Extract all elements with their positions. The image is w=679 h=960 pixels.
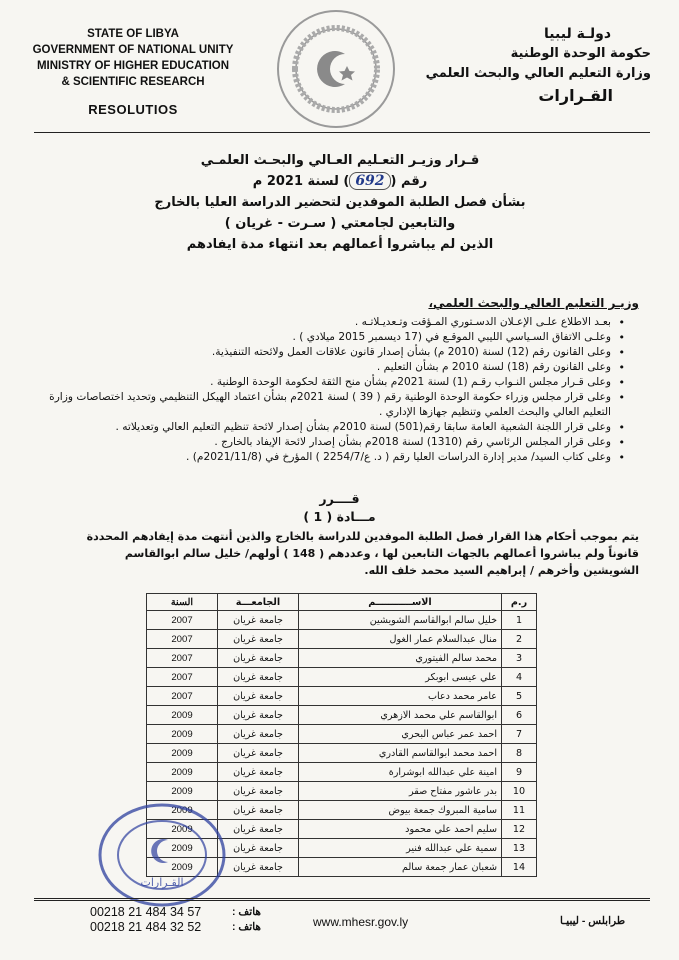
list-item: • وعلى قـرار مجلس النـواب رقـم (1) لسنة 2021م بشأن منح الثقة لحكومة الوحدة الوطنية . xyxy=(40,375,625,390)
university: جامعة غريان xyxy=(218,630,299,649)
university: جامعة غريان xyxy=(218,782,299,801)
table-row xyxy=(147,744,537,763)
row-number: 10 xyxy=(502,782,537,801)
ministry-seal-icon xyxy=(275,8,397,130)
footer-phones xyxy=(90,905,201,935)
university: جامعة غريان xyxy=(218,763,299,782)
row-number: 7 xyxy=(502,725,537,744)
header-ar-ministry: وزارة التعليم العالي والبحث العلمي xyxy=(425,66,651,81)
phone-label: هاتف : xyxy=(232,921,261,933)
decision-word: قــــرر xyxy=(319,491,360,506)
list-item: • بعـد الاطلاع علـى الإعـلان الدسـتوري المـؤقت وتـعديـلاتـه . xyxy=(40,315,625,330)
university: جامعة غريان xyxy=(218,801,299,820)
row-number: 8 xyxy=(502,744,537,763)
row-number: 3 xyxy=(502,649,537,668)
header-ar-resolutions: القـرارات xyxy=(538,86,613,105)
university: جامعة غريان xyxy=(218,858,299,877)
student-name: سمية علي عبدالله فنير xyxy=(299,839,502,858)
phone-number: 00218 21 484 34 57 xyxy=(90,905,202,919)
row-number: 11 xyxy=(502,801,537,820)
student-name: خليل سالم ابوالقاسم الشويشين xyxy=(299,611,502,630)
title-number-suffix: ) لسنة 2021 م xyxy=(252,174,350,189)
student-name: امينة علي عبدالله ابوشرارة xyxy=(299,763,502,782)
student-name: عامر محمد دعاب xyxy=(299,687,502,706)
year: 2009 xyxy=(147,725,218,744)
row-number: 12 xyxy=(502,820,537,839)
university: جامعة غريان xyxy=(218,725,299,744)
university: جامعة غريان xyxy=(218,706,299,725)
header-en-line: STATE OF LIBYA xyxy=(87,28,179,40)
list-item: • وعلى قرار المجلس الرئاسي رقم (1310) لسنة 2018م بشأن إصدار لائحة الإيفاد بالخارج . xyxy=(40,435,625,450)
table-row xyxy=(147,630,537,649)
resolution-title xyxy=(60,150,620,255)
table-header-row xyxy=(147,594,537,611)
university: جامعة غريان xyxy=(218,687,299,706)
title-line: والتابعين لجامعتي ( سـرت - غريان ) xyxy=(224,216,456,231)
title-number-prefix: رقم ( xyxy=(390,174,428,189)
year: 2007 xyxy=(147,630,218,649)
list-item: • وعلى قرار اللجنة الشعبية العامة سابقا رقم(501) لسنة 2010م بشأن إصدار لائحة تنظيم التعليم العالي وتعديلاته . xyxy=(40,420,625,435)
year: 2009 xyxy=(147,801,218,820)
phone-number: 00218 21 484 32 52 xyxy=(90,920,202,934)
student-name: سامية المبروك جمعة بيوض xyxy=(299,801,502,820)
university: جامعة غريان xyxy=(218,839,299,858)
student-name: شعبان عمار جمعة سالم xyxy=(299,858,502,877)
column-header: ر.م xyxy=(502,594,537,611)
year: 2009 xyxy=(147,706,218,725)
list-item: • وعلـى الاتفاق السـياسي الليبي الموقـع في (17 ديسمبر 2015 ميلادي ) . xyxy=(40,330,625,345)
title-line: قـرار وزيـر التعـليم العـالي والبحـث العلمـي xyxy=(200,153,480,168)
table-row xyxy=(147,725,537,744)
year: 2009 xyxy=(147,782,218,801)
english-header xyxy=(28,26,238,118)
year: 2009 xyxy=(147,763,218,782)
row-number: 1 xyxy=(502,611,537,630)
header-ar-state: دولـة ليبيا xyxy=(544,26,611,42)
phone-label: هاتف : xyxy=(232,906,261,918)
footer-city: طرابلس - ليبيـا xyxy=(560,915,626,927)
year: 2007 xyxy=(147,687,218,706)
list-item: • وعلى القانون رقم (18) لسنة 2010 م بشأن التعليم . xyxy=(40,360,625,375)
student-name: احمد عمر عباس البحري xyxy=(299,725,502,744)
row-number: 4 xyxy=(502,668,537,687)
title-number-line xyxy=(60,171,620,192)
footer-divider xyxy=(34,898,650,901)
header-en-line: & SCIENTIFIC RESEARCH xyxy=(61,76,205,88)
university: جامعة غريان xyxy=(218,649,299,668)
table-row xyxy=(147,763,537,782)
student-name: ابوالقاسم علي محمد الازهري xyxy=(299,706,502,725)
blue-stamp-icon xyxy=(96,800,228,910)
student-name: علي عيسى ابوبكر xyxy=(299,668,502,687)
list-item: • وعلى القانون رقم (12) لسنة (2010 م) بشأن إصدار قانون علاقات العمل ولائحته التنفيذية. xyxy=(40,345,625,360)
preamble-list xyxy=(40,315,639,465)
article-number: مـــادة ( 1 ) xyxy=(303,509,376,524)
stamp-text: القـرارات xyxy=(140,876,184,889)
list-item: • وعلى كتاب السيد/ مدير إدارة الدراسات العليا رقم ( د. ع/2254/7 ) المؤرخ في (2021/11/8م) . xyxy=(40,450,625,465)
preamble xyxy=(40,296,639,465)
title-line: الذين لم يباشروا أعمالهم بعد انتهاء مدة ايفادهم xyxy=(186,237,494,252)
university: جامعة غريان xyxy=(218,820,299,839)
header-en-resolutions: RESOLUTIOS xyxy=(88,102,178,117)
year: 2009 xyxy=(147,744,218,763)
year: 2009 xyxy=(147,820,218,839)
row-number: 2 xyxy=(502,630,537,649)
student-name: منال عبدالسلام عمار الغول xyxy=(299,630,502,649)
year: 2009 xyxy=(147,839,218,858)
header-divider xyxy=(34,132,650,133)
student-name: سليم احمد علي محمود xyxy=(299,820,502,839)
handwritten-number: 692 xyxy=(349,172,390,190)
row-number: 6 xyxy=(502,706,537,725)
table-row xyxy=(147,649,537,668)
column-header: الاســـــــــــم xyxy=(299,594,502,611)
header-en-line: GOVERNMENT OF NATIONAL UNITY xyxy=(32,44,234,56)
table-row xyxy=(147,687,537,706)
table-row xyxy=(147,668,537,687)
table-row xyxy=(147,706,537,725)
year: 2007 xyxy=(147,611,218,630)
list-item: • وعلى قرار مجلس وزراء حكومة الوحدة الوطنية رقم ( 39 ) لسنة 2021م بشأن اعتماد الهيكل التنظيمي وتحديد اختصاصات وزارة التعليم العالي والبحث العلمي وتنظيم جهازها الإداري . xyxy=(40,390,625,420)
column-header: السنة xyxy=(147,594,218,611)
university: جامعة غريان xyxy=(218,611,299,630)
university: جامعة غريان xyxy=(218,744,299,763)
student-name: احمد محمد ابوالقاسم القادري xyxy=(299,744,502,763)
footer-phone-labels xyxy=(232,905,261,935)
column-header: الجامعـــة xyxy=(218,594,299,611)
year: 2007 xyxy=(147,668,218,687)
decision-heading xyxy=(0,490,679,526)
table-row xyxy=(147,782,537,801)
arabic-header xyxy=(421,24,651,106)
preamble-heading: وزيـر التعليم العالي والبحث العلمي، xyxy=(428,296,639,310)
university: جامعة غريان xyxy=(218,668,299,687)
year: 2009 xyxy=(147,858,218,877)
student-name: محمد سالم الفيتوري xyxy=(299,649,502,668)
header-ar-government: حكومة الوحدة الوطنية xyxy=(510,46,651,61)
header-en-line: MINISTRY OF HIGHER EDUCATION xyxy=(36,60,230,72)
year: 2007 xyxy=(147,649,218,668)
table-row xyxy=(147,611,537,630)
row-number: 14 xyxy=(502,858,537,877)
title-line: بشأن فصل الطلبة الموفدين لتحضير الدراسة العليا بالخارج xyxy=(154,195,526,210)
student-name: بدر عاشور مفتاح صقر xyxy=(299,782,502,801)
website-link[interactable]: www.mhesr.gov.ly xyxy=(313,915,409,929)
row-number: 5 xyxy=(502,687,537,706)
row-number: 13 xyxy=(502,839,537,858)
article-text: يتم بموجب أحكام هذا القرار فصل الطلبة الموفدين للدراسة بالخارج والذين أنتهت مدة إيفادهم المحددة قانوناً ولم يباشروا أعمالهم بالجهات التابعين لها ، وعددهم ( 148 ) أولهم/ خليل سالم ابوالقاسم الشويشين وأخرهم / إبراهيم السيد محمد خلف الله. xyxy=(86,530,639,577)
row-number: 9 xyxy=(502,763,537,782)
